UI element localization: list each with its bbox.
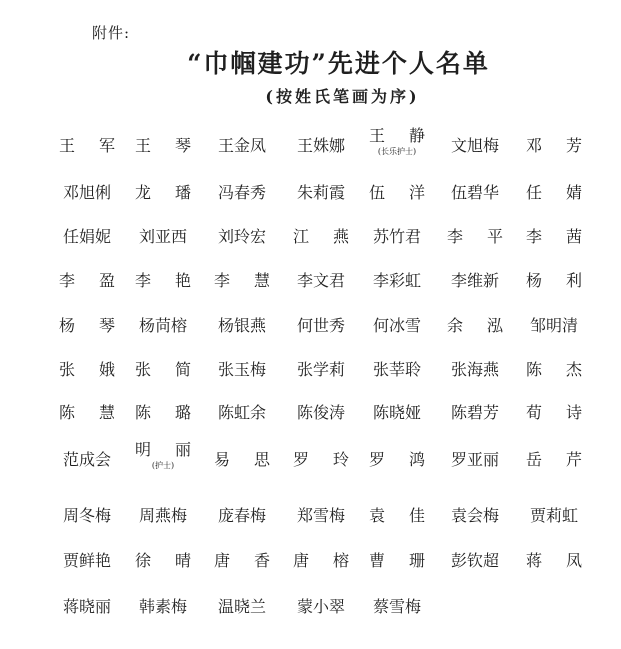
- name-cell: [130, 440, 196, 481]
- person-name: 任 婧: [526, 183, 582, 202]
- person-name: 陈 慧: [59, 403, 115, 422]
- name-cell: [130, 268, 196, 302]
- person-name: 袁会梅: [450, 506, 499, 525]
- person-name: 易 思: [214, 450, 270, 469]
- name-cell: [364, 594, 430, 628]
- person-name: 张莘聆: [372, 360, 421, 379]
- person-name: 岳 芹: [526, 450, 582, 469]
- name-cell: [130, 180, 196, 214]
- name-cell: [209, 400, 275, 434]
- person-name: 陈 璐: [135, 403, 191, 422]
- name-cell: [130, 224, 196, 258]
- person-name: 蒙小翠: [296, 597, 345, 616]
- person-name: 李 茜: [526, 227, 582, 246]
- person-name: 杨银燕: [217, 316, 266, 335]
- attachment-label: 附件:: [92, 24, 131, 42]
- name-cell: [288, 548, 354, 582]
- name-cell: [288, 268, 354, 302]
- name-cell: [130, 133, 196, 167]
- name-cell: [288, 357, 354, 391]
- name-cell: [364, 357, 430, 391]
- name-cell: [442, 548, 508, 582]
- person-name: 陈碧芳: [450, 403, 499, 422]
- person-name: 温晓兰: [217, 597, 266, 616]
- document-subtitle: (按姓氏笔画为序): [265, 87, 420, 106]
- person-name: 罗 鸿: [369, 450, 425, 469]
- person-name: 韩素梅: [138, 597, 187, 616]
- name-cell: [442, 400, 508, 434]
- person-name: 罗 玲: [293, 450, 349, 469]
- name-cell: [521, 313, 587, 347]
- person-name: 陈晓娅: [372, 403, 421, 422]
- name-cell: [364, 180, 430, 214]
- name-cell: [521, 400, 587, 434]
- name-cell: [54, 313, 120, 347]
- person-name: 李 慧: [214, 271, 270, 290]
- name-cell: [130, 548, 196, 582]
- name-cell: [209, 357, 275, 391]
- name-cell: [521, 224, 587, 258]
- person-name: 陈俊涛: [296, 403, 345, 422]
- name-cell: [442, 180, 508, 214]
- name-cell: [442, 313, 508, 347]
- person-name: 李彩虹: [372, 271, 421, 290]
- person-name: 张 娥: [59, 360, 115, 379]
- name-cell: [209, 313, 275, 347]
- person-name: 王 军: [59, 136, 115, 155]
- person-name: 伍 洋: [369, 183, 425, 202]
- name-cell: [288, 447, 354, 481]
- name-cell: [442, 268, 508, 302]
- person-name: 贾莉虹: [529, 506, 578, 525]
- name-cell: [364, 447, 430, 481]
- person-name: 李维新: [450, 271, 499, 290]
- name-cell: [364, 503, 430, 537]
- person-name: 蒋晓丽: [62, 597, 111, 616]
- name-cell: [288, 180, 354, 214]
- person-name: 张海燕: [450, 360, 499, 379]
- name-cell: [288, 503, 354, 537]
- person-name: 杨 琴: [59, 316, 115, 335]
- name-cell: [54, 133, 120, 167]
- name-cell: [442, 357, 508, 391]
- name-cell: [209, 180, 275, 214]
- person-name: 王 静: [369, 126, 425, 145]
- person-name: 彭钦超: [450, 551, 499, 570]
- person-name: 蒋 凤: [526, 551, 582, 570]
- name-cell: [54, 503, 120, 537]
- name-cell: [130, 503, 196, 537]
- name-cell: [442, 447, 508, 481]
- person-name: 张学莉: [296, 360, 345, 379]
- name-cell: [288, 224, 354, 258]
- person-name: 李 平: [447, 227, 503, 246]
- name-cell: [209, 503, 275, 537]
- name-cell: [209, 447, 275, 481]
- person-name: 庞春梅: [217, 506, 266, 525]
- person-name: 何世秀: [296, 316, 345, 335]
- person-note: (长乐护士): [377, 147, 417, 156]
- person-name: 苏竹君: [372, 227, 421, 246]
- name-cell: [364, 400, 430, 434]
- name-cell: [288, 133, 354, 167]
- person-name: 王姝娜: [296, 136, 345, 155]
- person-name: 文旭梅: [450, 136, 499, 155]
- name-cell: [442, 224, 508, 258]
- person-name: 邹明清: [529, 316, 578, 335]
- person-name: 荀 诗: [526, 403, 582, 422]
- name-cell: [54, 400, 120, 434]
- person-name: 李文君: [296, 271, 345, 290]
- person-name: 杨 利: [526, 271, 582, 290]
- person-name: 范成会: [62, 450, 111, 469]
- person-name: 王 琴: [135, 136, 191, 155]
- name-cell: [54, 548, 120, 582]
- person-name: 江 燕: [293, 227, 349, 246]
- name-cell: [54, 357, 120, 391]
- name-cell: [54, 268, 120, 302]
- name-cell: [54, 180, 120, 214]
- person-name: 袁 佳: [369, 506, 425, 525]
- name-cell: [364, 268, 430, 302]
- person-name: 徐 晴: [135, 551, 191, 570]
- person-name: 明 丽: [135, 440, 191, 459]
- name-cell: [521, 133, 587, 167]
- person-name: 唐 榕: [293, 551, 349, 570]
- name-cell: [442, 133, 508, 167]
- name-cell: [364, 313, 430, 347]
- person-name: 陈虹余: [217, 403, 266, 422]
- person-name: 刘玲宏: [217, 227, 266, 246]
- person-name: 周冬梅: [62, 506, 111, 525]
- person-name: 邓 芳: [526, 136, 582, 155]
- name-cell: [521, 268, 587, 302]
- person-name: 任娟妮: [62, 227, 111, 246]
- name-cell: [209, 133, 275, 167]
- person-name: 罗亚丽: [450, 450, 499, 469]
- name-cell: [54, 447, 120, 481]
- person-note: (护士): [151, 461, 175, 470]
- document-title: “巾帼建功”先进个人名单: [187, 49, 490, 78]
- name-cell: [209, 224, 275, 258]
- name-cell: [288, 313, 354, 347]
- name-cell: [521, 447, 587, 481]
- name-cell: [209, 548, 275, 582]
- person-name: 刘亚西: [138, 227, 187, 246]
- person-name: 朱莉霞: [296, 183, 345, 202]
- name-cell: [288, 594, 354, 628]
- person-name: 杨苘榕: [138, 316, 187, 335]
- person-name: 贾鲜艳: [62, 551, 111, 570]
- name-cell: [521, 503, 587, 537]
- person-name: 余 泓: [447, 316, 503, 335]
- person-name: 邓旭俐: [62, 183, 111, 202]
- name-cell: [364, 224, 430, 258]
- person-name: 李 盈: [59, 271, 115, 290]
- person-name: 伍碧华: [450, 183, 499, 202]
- person-name: 龙 璠: [135, 183, 191, 202]
- name-cell: [521, 180, 587, 214]
- person-name: 周燕梅: [138, 506, 187, 525]
- person-name: 郑雪梅: [296, 506, 345, 525]
- name-cell: [442, 503, 508, 537]
- name-cell: [209, 594, 275, 628]
- name-cell: [364, 126, 430, 167]
- name-cell: [54, 594, 120, 628]
- person-name: 何冰雪: [372, 316, 421, 335]
- person-name: 冯春秀: [217, 183, 266, 202]
- person-name: 李 艳: [135, 271, 191, 290]
- name-cell: [521, 357, 587, 391]
- name-cell: [130, 313, 196, 347]
- person-name: 蔡雪梅: [372, 597, 421, 616]
- name-cell: [54, 224, 120, 258]
- person-name: 陈 杰: [526, 360, 582, 379]
- name-cell: [364, 548, 430, 582]
- person-name: 张玉梅: [217, 360, 266, 379]
- name-cell: [521, 548, 587, 582]
- person-name: 曹 珊: [369, 551, 425, 570]
- name-cell: [130, 594, 196, 628]
- name-cell: [130, 400, 196, 434]
- person-name: 唐 香: [214, 551, 270, 570]
- person-name: 王金凤: [217, 136, 266, 155]
- name-cell: [130, 357, 196, 391]
- name-cell: [288, 400, 354, 434]
- name-cell: [209, 268, 275, 302]
- person-name: 张 简: [135, 360, 191, 379]
